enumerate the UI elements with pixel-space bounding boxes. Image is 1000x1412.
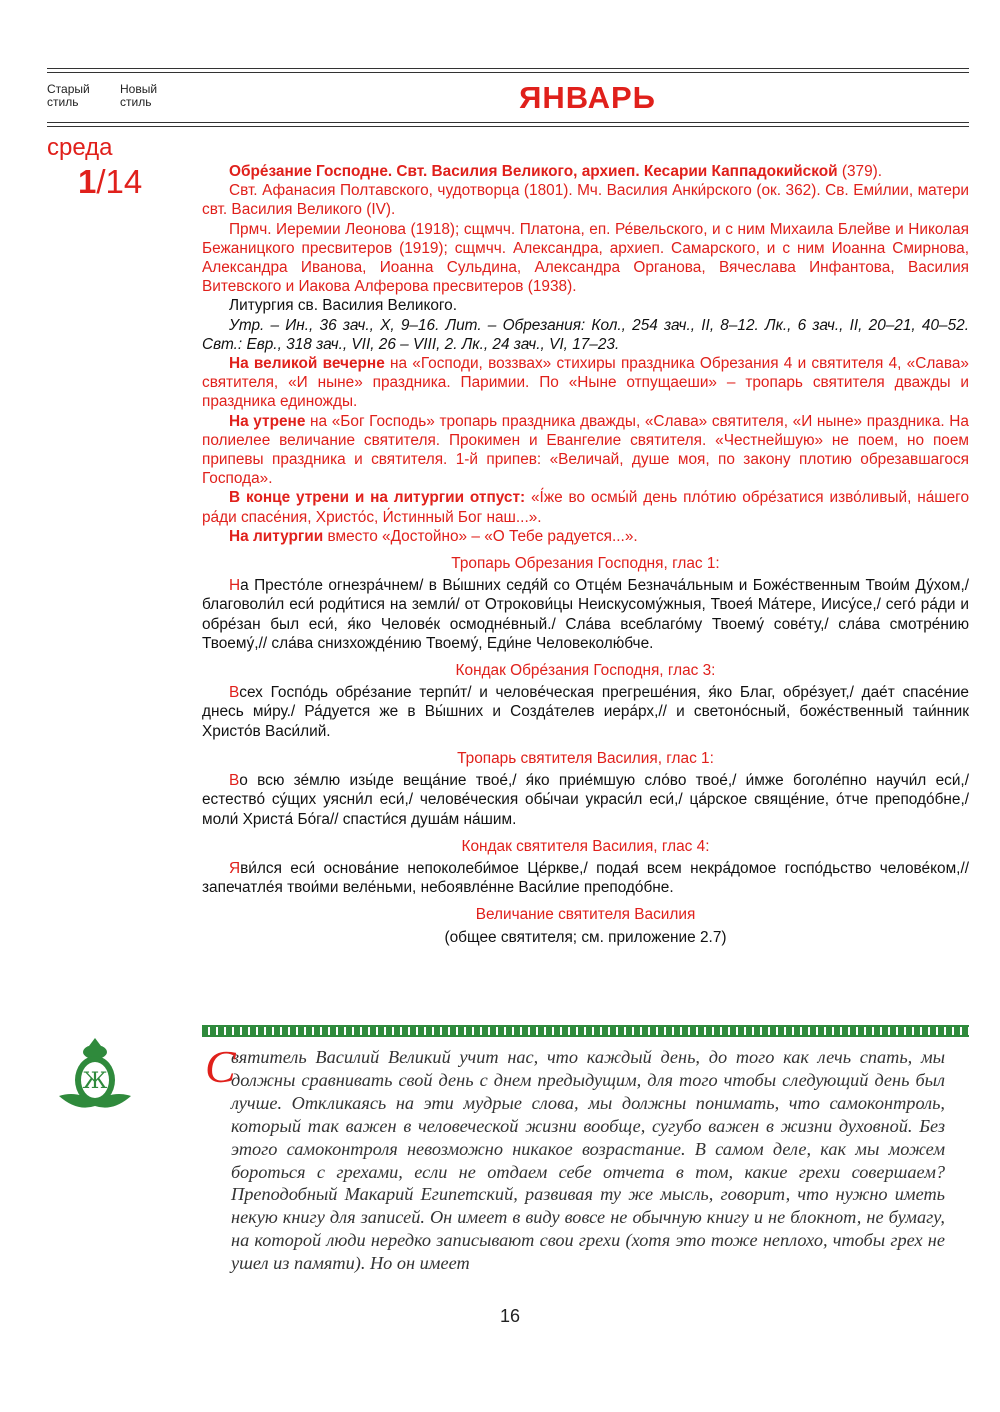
header-rule	[47, 122, 969, 123]
rubric-text: вместо «Достойно» – «О Тебе радуется...».	[323, 527, 638, 545]
hymn-body: о всю зе́млю изы́де веща́ние твое́,/ я́ко прие́мшую сло́во твое́,/ и́мже боголе́пно научи́л еси́,/ естество́ су́щих уясни́л еси́,/ челове́ческия обы́чаи украси́л еси́,/ ца́рское свяще́ние, о́тче преподо́бне,/ моли́ Христа́ Бо́га// спасти́ся душа́м на́шим.	[202, 772, 969, 828]
top-rule	[47, 68, 969, 69]
hymn-body: а Престо́ле огнезра́чнем/ в Вы́шних седя́й со Отце́м Безнача́льным и Боже́ственным Твои́м Ду́хом,/ благоволи́л еси́ роди́тися на земли́/ от Отрокови́цы Неискусому́жныя, Твоея́ Ма́тере, Иису́се,/ сего́ ра́ди и обре́зан был еси́, я́ко Челове́к осмодне́вный./ Сла́ва всеблаго́му Твоему́ сове́ту,/ сла́ва смотре́нию Твоему́,// сла́ва снизхожде́нию Твоему́, Еди́не Человеколю́бче.	[202, 577, 969, 652]
hymn-title: Кондак Обре́зания Господня, глас 3:	[455, 662, 716, 680]
feast-year: (379).	[841, 163, 883, 180]
rubric-text: на «Бог Господь» тропарь праздника дважды, «Слава» святителя, «И ныне» праздника. На полиелее величание святителя. Прокимен и Евангелие святителя. «Честнейшую» не поем, но поем припевы праздника и святителя. 1-й припев: «Величай, душе моя, по закону плотию обрезавшагося Господа».	[202, 412, 969, 488]
hymn-title: Кондак святителя Василия, глас 4:	[461, 837, 710, 855]
sermon	[205, 1041, 945, 1275]
rubric	[202, 412, 969, 489]
hymn-text	[202, 576, 969, 653]
saints-line: Прмч. Иеремии Леонова (1918); сщмчч. Платона, еп. Ре́вельского, и с ним Михаила Блейве и Николая Бежаницкого пресвитеров (1919); сщмчч. Александра, архиеп. Самарского, и с ним Иоанна Смирнова, Александра Иванова, Иоанна Сульдина, Александра Органова, Вячеслава Инфантова, Василия Витевского и Иакова Алферова пресвитеров (1938).	[202, 220, 969, 296]
date-old: 1	[78, 163, 97, 200]
top-rule	[47, 72, 969, 73]
rubric	[202, 354, 969, 412]
hymn-text	[202, 771, 969, 829]
hymn-body: сех Госпо́дь обре́зание терпи́т/ и челове́ческая прегреше́ния, я́ко Благ, обре́зует,/ дае́т спасе́ние днесь ми́ру./ Ра́дуется же в Вы́шних и Созда́телев иера́рх,// и светоно́сный, боже́ственный таи́нник Христо́в Васи́лий.	[202, 684, 969, 740]
sermon-text: вятитель Василий Великий учит нас, что каждый день, до того как лечь спать, мы должны сравнивать свой день с днем предыдущим, для того чтобы следующий день был лучше. Откликаясь на эти мудрые слова, мы должны понимать, что самоконтроль, который так важен в человеческой жизни вообще, сугубо важен в жизни духовной. Без этого самоконтроля невозможно никакое возрастание. В самом деле, как мы можем бороться с грехами, если не отдаем себе отчета в том, какие грехи совершаем? Преподобный Макарий Египетский, развивая ту же мысль, говорит, что нужно иметь некую книгу для записей. Он имеет в виду вовсе не обычную книгу и не блокнот, не бумагу, на которой люди нередко записывают свои грехи (хотя это тоже неплохо, чтобы грех не ушел из памяти). Но он имеет	[231, 1047, 945, 1274]
rubric-label: В конце утрени и на литургии отпуст:	[229, 489, 526, 507]
date-new: /14	[96, 163, 143, 200]
rubric-text: «І́же во осмы́й день пло́тию обре́затися изво́ливый, на́шего ра́ди спасе́ния, Христо́с, И́стинный Бог наш...».	[202, 489, 970, 526]
rubric-text: на «Господи, воззвах» стихиры праздника Обрезания 4 и святителя 4, «Слава» святителя, «И ныне» праздника. Паримии. По «Ныне отпущаеши» – тропарь святителя дважды и праздника единожды.	[202, 355, 969, 411]
hymn-body: ви́лся еси́ основа́ние непоколеби́мое Це́ркве,/ подая́ всем некра́домое госпо́дьство челове́ком,// запечатле́я твои́ми веле́ньми, небоявле́нне Васи́лие преподо́бне.	[202, 859, 969, 897]
rubric-label: На литургии	[229, 527, 324, 545]
feast-name: Обре́зание Господне. Свт. Василия Великого, архиеп. Кесарии Каппадокийской	[229, 163, 838, 180]
velichanie-note: (общее святителя; см. приложение 2.7)	[444, 928, 727, 946]
patriarchal-emblem-icon	[55, 1036, 135, 1116]
readings: Утр. – Ин., 36 зач., Х, 9–16. Лит. – Обрезания: Кол., 254 зач., II, 8–12. Лк., 6 зач., II, 20–21, 40–52. Свт.: Евр., 318 зач., VII, 26 – VIII, 2. Лк., 24 зач., VI, 17–23.	[202, 316, 969, 353]
date	[78, 163, 142, 201]
hymn-initial: В	[229, 772, 240, 790]
sermon-dropcap: С	[205, 1041, 236, 1092]
rubric-label: На утрене	[229, 412, 306, 430]
header-rule	[47, 126, 969, 127]
page-number: 16	[499, 1306, 521, 1326]
new-style-label: Новый стиль	[120, 82, 158, 109]
rubric-label: На великой вечерне	[229, 355, 385, 373]
month-title: ЯНВАРЬ	[519, 80, 656, 115]
hymn-initial: Я	[229, 859, 241, 877]
ornament-divider	[202, 1025, 969, 1037]
weekday: среда	[47, 134, 113, 161]
rubric	[202, 488, 969, 526]
service-text	[202, 162, 969, 947]
feast-title	[202, 162, 969, 181]
hymn-initial: Н	[229, 577, 241, 595]
hymn-text	[202, 859, 969, 897]
rubric	[202, 527, 969, 546]
old-style-label: Старый стиль	[47, 82, 90, 109]
liturgy-line: Литургия св. Василия Великого.	[229, 297, 458, 315]
velichanie-title: Величание святителя Василия	[475, 906, 696, 924]
hymn-title: Тропарь святителя Василия, глас 1:	[457, 749, 714, 767]
hymn-initial: В	[229, 684, 240, 702]
svg-text:Ж: Ж	[82, 1069, 108, 1094]
hymn-text	[202, 683, 969, 741]
hymn-title: Тропарь Обрезания Господня, глас 1:	[451, 555, 720, 573]
saints-line: Свт. Афанасия Полтавского, чудотворца (1801). Мч. Василия Анки́рского (ок. 362). Св. Еми́лии, матери свт. Василия Великого (IV).	[202, 182, 969, 219]
